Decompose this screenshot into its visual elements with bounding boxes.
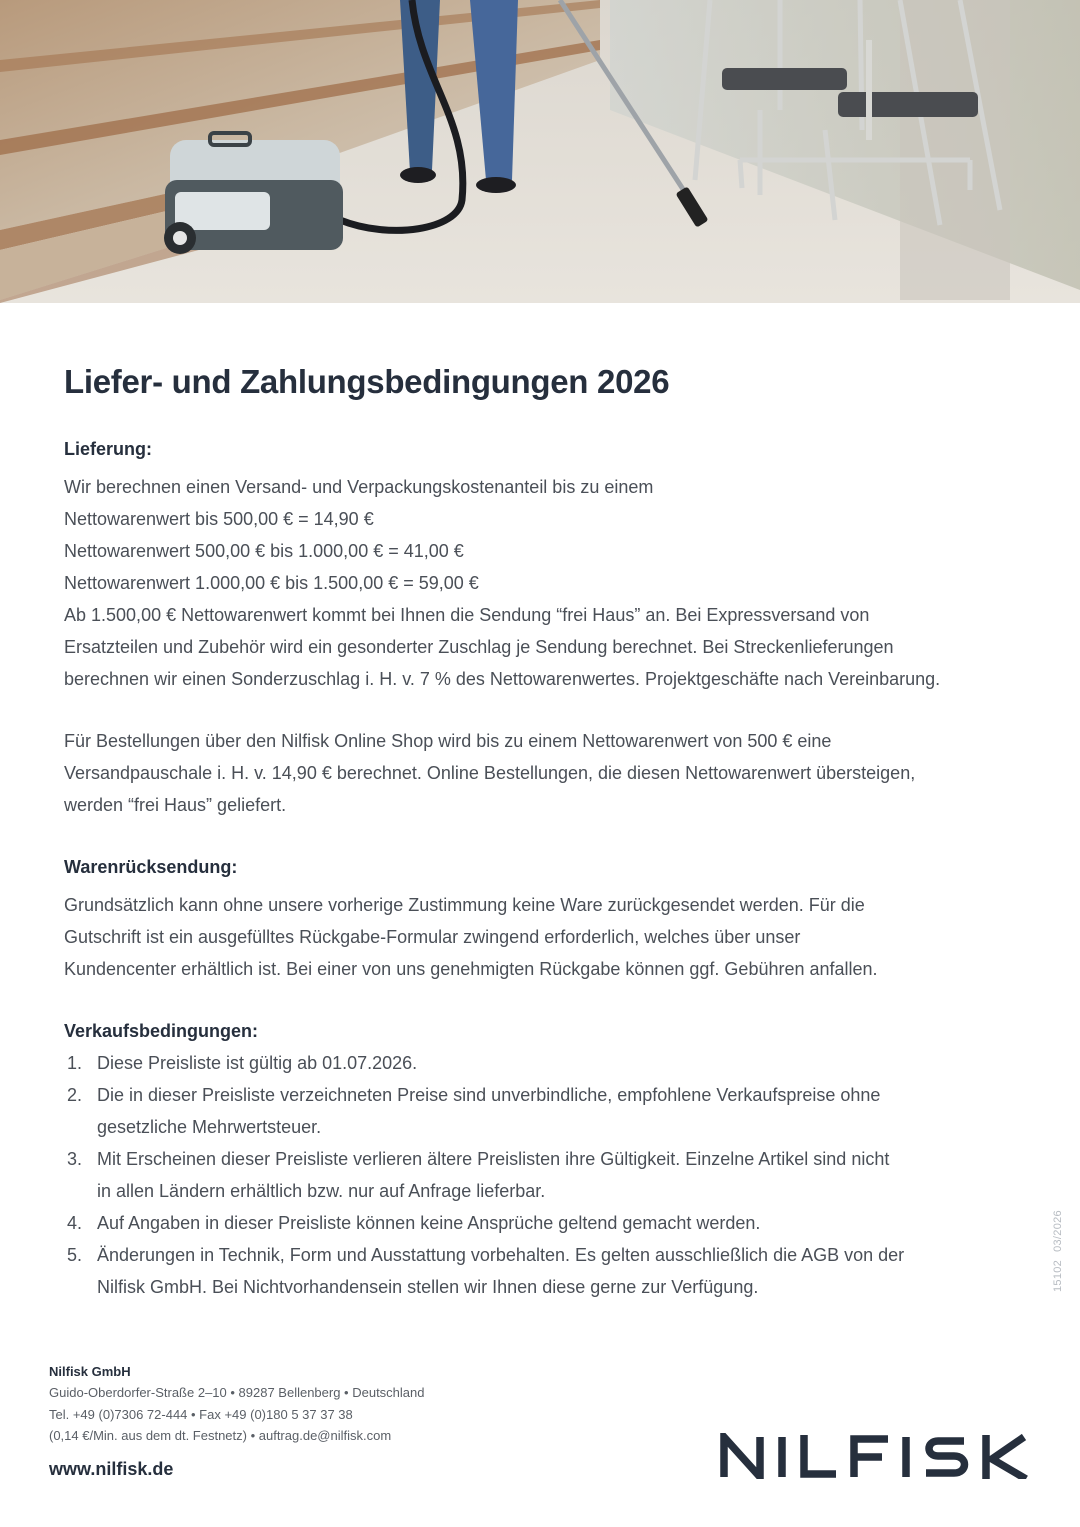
list-item: 3. Mit Erscheinen dieser Preisliste verlieren ältere Preislisten ihre Gültigkeit. Einzelne Artikel sind nicht in allen Ländern erhältlich bzw. nur auf Anfrage lieferbar. (67, 1149, 890, 1201)
section-heading-verkauf: Verkaufsbedingungen: (64, 1021, 259, 1041)
hero-image (0, 0, 1080, 303)
section-heading-ruecksendung: Warenrücksendung: (64, 857, 238, 877)
lieferung-text (64, 471, 1024, 695)
company-address: Guido-Oberdorfer-Straße 2–10 • 89287 Bellenberg • Deutschland (49, 1385, 425, 1400)
list-item: 4. Auf Angaben in dieser Preisliste können keine Ansprüche geltend gemacht werden. (67, 1213, 761, 1233)
shipping-tier-3: Nettowarenwert 1.000,00 € bis 1.500,00 € = 59,00 € (64, 573, 479, 593)
company-phone: Tel. +49 (0)7306 72-444 • Fax +49 (0)180 5 37 37 38 (49, 1406, 353, 1422)
text-line: Ab 1.500,00 € Nettowarenwert kommt bei Ihnen die Sendung “frei Haus” an. Bei Expressversand von (64, 605, 870, 625)
text-line: berechnen wir einen Sonderzuschlag i. H. v. 7 % des Nettowarenwertes. Projektgeschäfte nach Vereinbarung. (64, 669, 941, 689)
page-title: Liefer- und Zahlungsbedingungen 2026 (64, 363, 670, 400)
text-line: Gutschrift ist ein ausgefülltes Rückgabe-Formular zwingend erforderlich, welches über unser (64, 927, 801, 947)
terms-list (64, 1047, 1024, 1303)
shipping-tier-1: Nettowarenwert bis 500,00 € = 14,90 € (64, 509, 374, 529)
text-line: werden “frei Haus” geliefert. (64, 795, 287, 815)
text-line: Wir berechnen einen Versand- und Verpackungskostenanteil bis zu einem (64, 477, 654, 497)
list-item: 2. Die in dieser Preisliste verzeichneten Preise sind unverbindliche, empfohlene Verkaufspreise ohne gesetzliche Mehrwertsteuer. (67, 1085, 881, 1137)
website-link[interactable]: www.nilfisk.de (49, 1458, 174, 1479)
text-line: Kundencenter erhältlich ist. Bei einer von uns genehmigten Rückgabe können ggf. Gebühren anfallen. (64, 959, 878, 979)
doc-code: 15102 (1052, 1259, 1064, 1292)
document-body (64, 360, 1024, 1303)
ruecksendung-text (64, 889, 1024, 985)
list-item: 5. Änderungen in Technik, Form und Ausstattung vorbehalten. Es gelten ausschließlich die AGB von der Nilfisk GmbH. Bei Nichtvorhandensein stellen wir Ihnen diese gerne zur Verfügung. (67, 1245, 905, 1297)
company-contact: (0,14 €/Min. aus dem dt. Festnetz) • auftrag.de@nilfisk.com (49, 1428, 392, 1443)
online-shop-text (64, 725, 1024, 821)
footer (49, 1362, 549, 1481)
text-line: Ersatzteilen und Zubehör wird ein gesonderter Zuschlag je Sendung berechnet. Bei Streckenlieferungen (64, 637, 894, 657)
text-line: Versandpauschale i. H. v. 14,90 € berechnet. Online Bestellungen, die diesen Nettowarenwert übersteigen, (64, 763, 916, 783)
shipping-tier-2: Nettowarenwert 500,00 € bis 1.000,00 € = 41,00 € (64, 541, 464, 561)
text-line: Grundsätzlich kann ohne unsere vorherige Zustimmung keine Ware zurückgesendet werden. Für die (64, 895, 865, 915)
list-item: 1. Diese Preisliste ist gültig ab 01.07.2026. (67, 1053, 418, 1073)
section-heading-lieferung: Lieferung: (64, 439, 152, 459)
nilfisk-logo (720, 1433, 1030, 1479)
document-id (1052, 1202, 1064, 1292)
text-line: Für Bestellungen über den Nilfisk Online Shop wird bis zu einem Nettowarenwert von 500 € eine (64, 731, 832, 751)
company-name: Nilfisk GmbH (49, 1364, 131, 1379)
doc-date: 03/2026 (1052, 1210, 1064, 1252)
